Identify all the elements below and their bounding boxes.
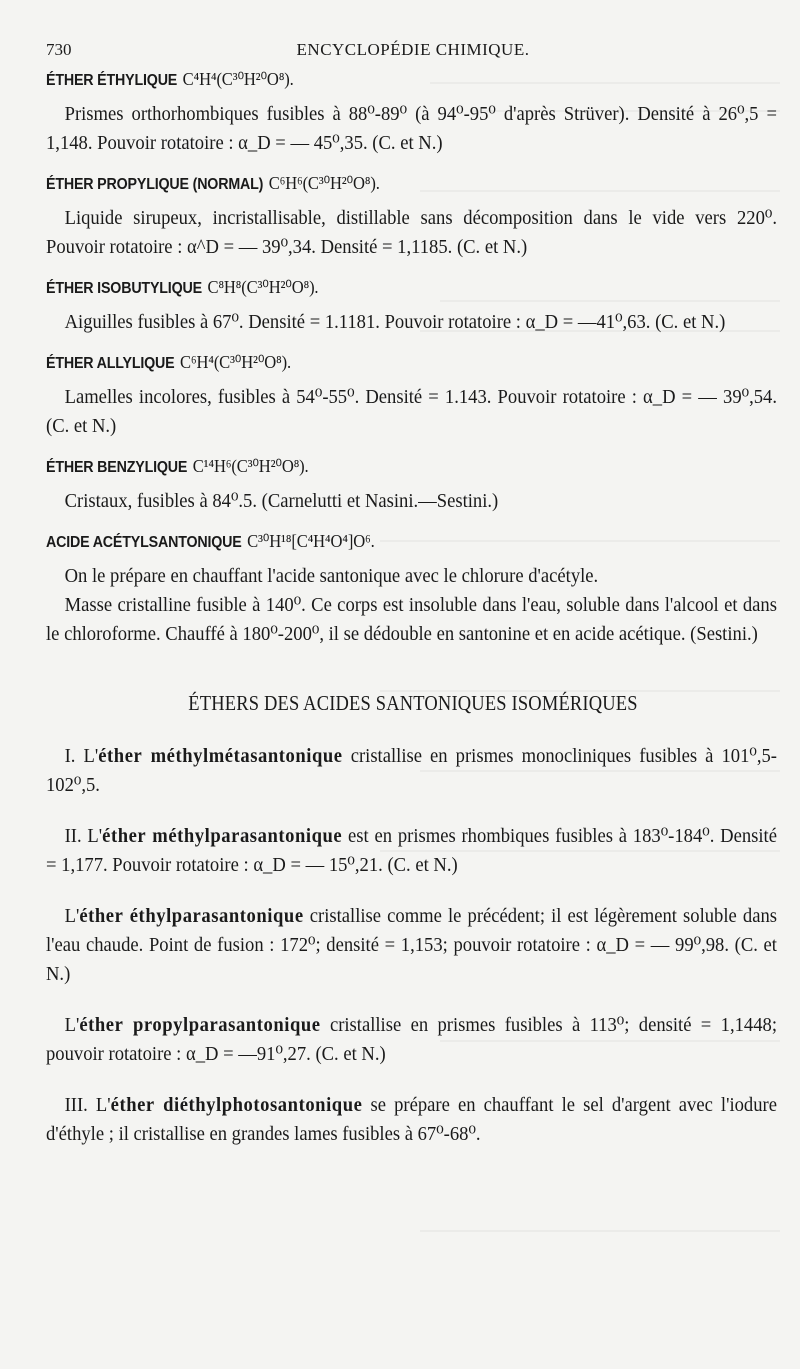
- document-page: [46, 38, 780, 1149]
- running-title: ENCYCLOPÉDIE CHIMIQUE.: [296, 40, 530, 59]
- paragraph-prefix: III. L': [64, 1094, 111, 1116]
- entry-ether-benzylique: [46, 453, 780, 516]
- paragraph-propylparasantonique: [46, 1011, 777, 1069]
- paragraph-ethylparasantonique: [46, 902, 777, 989]
- entry-text: Prismes orthorhombiques fusibles à 88⁰-89⁰ (à 94⁰-95⁰ d'après Strüver). Densité à 26⁰,5 = 1,148. Pouvoir rotatoire : α_D = — 45⁰,35. (C. et N.): [46, 103, 777, 154]
- compound-name: éther propylparasantonique: [79, 1014, 321, 1036]
- heading-formula: C¹⁴H⁶(C³⁰H²⁰O⁸).: [192, 456, 309, 476]
- heading-label: ÉTHER ÉTHYLIQUE: [46, 72, 178, 89]
- paragraph-prefix: L': [64, 905, 80, 927]
- entry-text: Liquide sirupeux, incristallisable, distillable sans décomposition dans le vide vers 220⁰. Pouvoir rotatoire : α^D = — 39⁰,34. Densité = 1,1185. (C. et N.): [46, 207, 777, 258]
- heading-label: ÉTHER BENZYLIQUE: [46, 459, 188, 476]
- entry-acide-acetylsantonique: [46, 528, 780, 649]
- paragraph-prefix: L': [64, 1014, 80, 1036]
- heading-formula: C⁸H⁸(C³⁰H²⁰O⁸).: [207, 277, 319, 297]
- entry-text: Aiguilles fusibles à 67⁰. Densité = 1.1181. Pouvoir rotatoire : α_D = —41⁰,63. (C. et N.): [64, 311, 726, 333]
- section-title: ÉTHERS DES ACIDES SANTONIQUES ISOMÉRIQUES: [188, 691, 638, 715]
- heading-label: ÉTHER ALLYLIQUE: [46, 355, 175, 372]
- heading-formula: C³⁰H¹⁸[C⁴H⁴O⁴]O⁶.: [247, 531, 375, 551]
- heading-formula: C⁴H⁴(C³⁰H²⁰O⁸).: [182, 69, 294, 89]
- compound-name: éther éthylparasantonique: [79, 905, 304, 927]
- paragraph-text: est en prismes rhombiques fusibles à 183⁰-184⁰. Densité = 1,177. Pouvoir rotatoire : α_D = — 15⁰,21. (C. et N.): [46, 825, 777, 876]
- heading-label: ÉTHER PROPYLIQUE (NORMAL): [46, 176, 264, 193]
- entry-text: Lamelles incolores, fusibles à 54⁰-55⁰. Densité = 1.143. Pouvoir rotatoire : α_D = — 39⁰,54. (C. et N.): [46, 386, 777, 437]
- paragraph-prefix: I. L': [64, 745, 99, 767]
- heading-label: ÉTHER ISOBUTYLIQUE: [46, 280, 202, 297]
- entry-heading: [46, 66, 721, 94]
- entry-text: Cristaux, fusibles à 84⁰.5. (Carnelutti et Nasini.—Sestini.): [64, 490, 499, 512]
- page-header: [46, 38, 780, 66]
- entry-ether-ethylique: [46, 66, 780, 158]
- paragraph-diethylphotosantonique: [46, 1091, 777, 1149]
- heading-label: ACIDE ACÉTYLSANTONIQUE: [46, 534, 242, 551]
- compound-name: éther méthylmétasantonique: [98, 745, 343, 767]
- entry-heading: [46, 274, 721, 302]
- paragraph-text: cristallise en prismes fusibles à 113⁰; densité = 1,1448; pouvoir rotatoire : α_D = —91⁰,27. (C. et N.): [46, 1014, 777, 1065]
- entry-ether-allylique: [46, 349, 780, 441]
- entry-heading: [46, 453, 721, 481]
- paragraph-text: se prépare en chauffant le sel d'argent avec l'iodure d'éthyle ; il cristallise en grandes lames fusibles à 67⁰-68⁰.: [46, 1094, 777, 1145]
- compound-name: éther diéthylphotosantonique: [110, 1094, 363, 1116]
- entry-heading: [46, 528, 721, 556]
- entry-text-continued: Masse cristalline fusible à 140⁰. Ce corps est insoluble dans l'eau, soluble dans l'alcool et dans le chloroforme. Chauffé à 180⁰-200⁰, il se dédouble en santonine et en acide acétique. (Sestini.): [46, 594, 777, 645]
- compound-name: éther méthylparasantonique: [102, 825, 343, 847]
- paragraph-prefix: II. L': [64, 825, 103, 847]
- paragraph-methylparasantonique: [46, 822, 777, 880]
- heading-formula: C⁶H⁶(C³⁰H²⁰O⁸).: [268, 173, 380, 193]
- paragraph-text: cristallise en prismes monocliniques fusibles à 101⁰,5-102⁰,5.: [46, 745, 777, 796]
- paragraph-text: cristallise comme le précédent; il est légèrement soluble dans l'eau chaude. Point de fusion : 172⁰; densité = 1,153; pouvoir rotatoire : α_D = — 99⁰,98. (C. et N.): [46, 905, 777, 985]
- paragraph-methylmetasantonique: [46, 742, 777, 800]
- page-number: 730: [46, 40, 72, 59]
- entry-ether-propylique: [46, 170, 780, 262]
- heading-formula: C⁶H⁴(C³⁰H²⁰O⁸).: [180, 352, 291, 372]
- entry-text: On le prépare en chauffant l'acide santonique avec le chlorure d'acétyle.: [64, 565, 599, 587]
- entry-ether-isobutylique: [46, 274, 780, 337]
- entry-heading: [46, 349, 721, 377]
- entry-heading: [46, 170, 721, 198]
